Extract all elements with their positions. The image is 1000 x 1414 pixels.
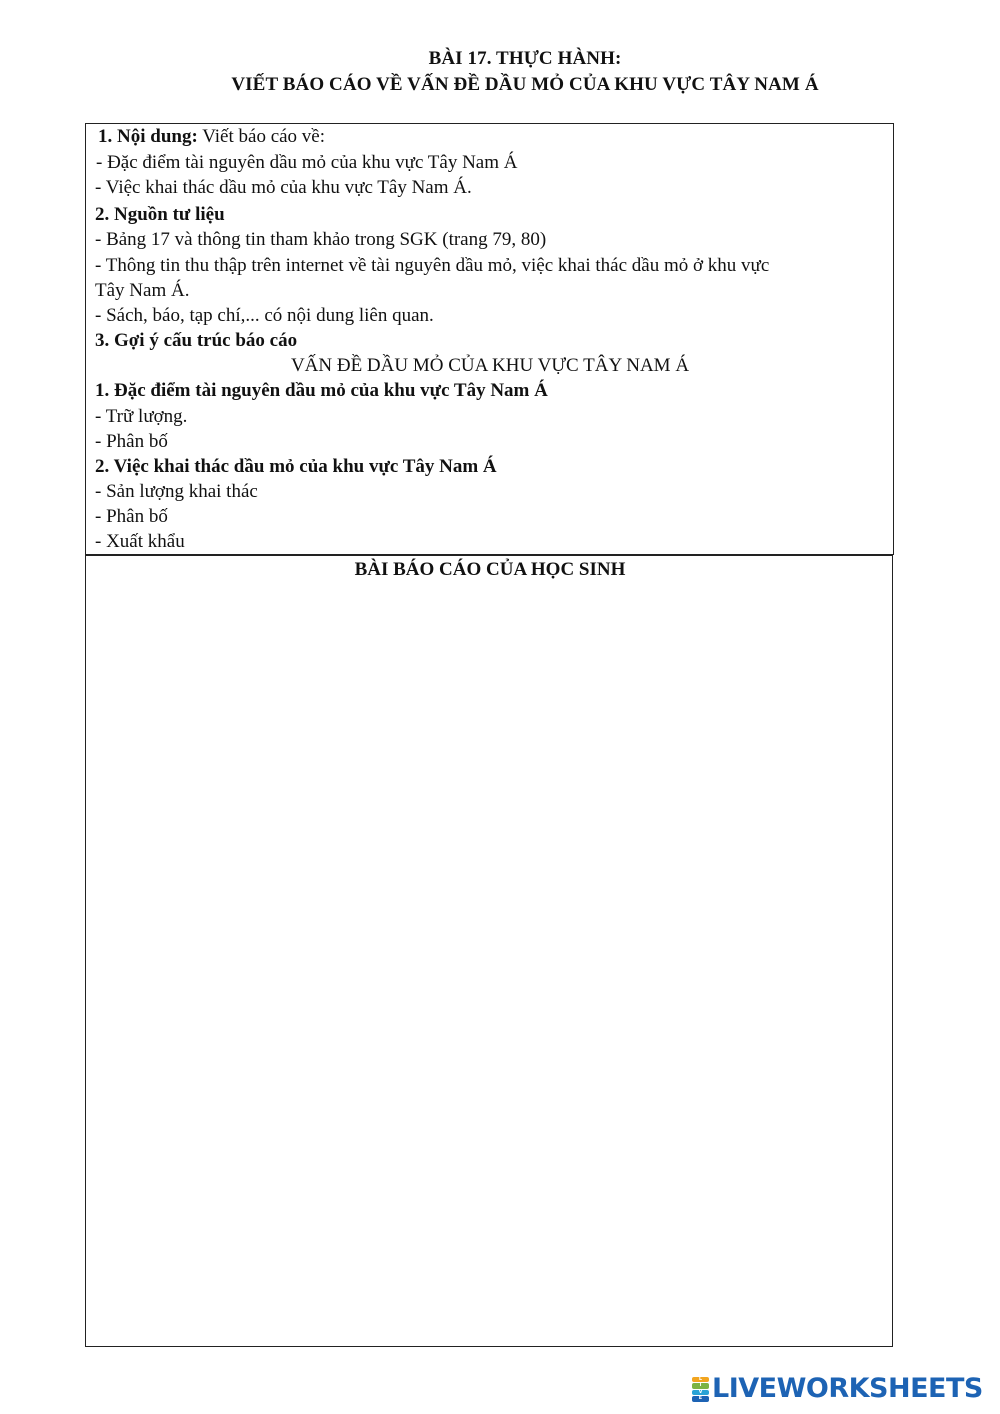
liveworksheets-logo	[692, 1373, 983, 1404]
part2-item: - Xuất khẩu	[95, 531, 185, 552]
section2-item: - Sách, báo, tạp chí,... có nội dung liên quan.	[95, 305, 434, 326]
page-title-line-1: BÀI 17. THỰC HÀNH:	[428, 48, 622, 69]
report-structure-title: VẤN ĐỀ DẦU MỎ CỦA KHU VỰC TÂY NAM Á	[290, 355, 690, 376]
logo-letter: V	[692, 1390, 709, 1396]
section2-item: Tây Nam Á.	[95, 280, 190, 301]
section1-item: - Đặc điểm tài nguyên dầu mỏ của khu vực Tây Nam Á	[96, 152, 518, 173]
section2-item: - Thông tin thu thập trên internet về tài nguyên dầu mỏ, việc khai thác dầu mỏ ở khu vực	[95, 255, 770, 276]
section1-line	[98, 125, 325, 149]
section2-item: - Bảng 17 và thông tin tham khảo trong SGK (trang 79, 80)	[95, 229, 547, 250]
part1-item: - Trữ lượng.	[95, 406, 188, 427]
student-report-box[interactable]	[85, 555, 893, 1347]
liveworksheets-mark-icon	[692, 1377, 709, 1402]
logo-letter: L	[692, 1377, 709, 1383]
liveworksheets-wordmark: LIVEWORKSHEETS	[712, 1373, 983, 1404]
section2-heading: 2. Nguồn tư liệu	[95, 204, 225, 225]
instructions-box	[85, 123, 894, 555]
part2-heading: 2. Việc khai thác dầu mỏ của khu vực Tây Nam Á	[95, 456, 497, 477]
part1-heading: 1. Đặc điểm tài nguyên dầu mỏ của khu vực Tây Nam Á	[95, 380, 548, 401]
student-report-title: BÀI BÁO CÁO CỦA HỌC SINH	[354, 559, 626, 580]
section3-heading: 3. Gợi ý cấu trúc báo cáo	[95, 330, 298, 351]
section1-text: Viết báo cáo về:	[197, 126, 326, 147]
section1-heading: 1. Nội dung:	[98, 126, 198, 147]
part2-item: - Phân bố	[95, 506, 168, 527]
section1-item: - Việc khai thác dầu mỏ của khu vực Tây Nam Á.	[95, 177, 472, 198]
page-title-line-2: VIẾT BÁO CÁO VỀ VẤN ĐỀ DẦU MỎ CỦA KHU VỰC TÂY NAM Á	[231, 74, 819, 95]
part2-item: - Sản lượng khai thác	[95, 481, 258, 502]
logo-letter: I	[692, 1383, 709, 1389]
logo-letter: E	[692, 1396, 709, 1402]
part1-item: - Phân bố	[95, 431, 168, 452]
